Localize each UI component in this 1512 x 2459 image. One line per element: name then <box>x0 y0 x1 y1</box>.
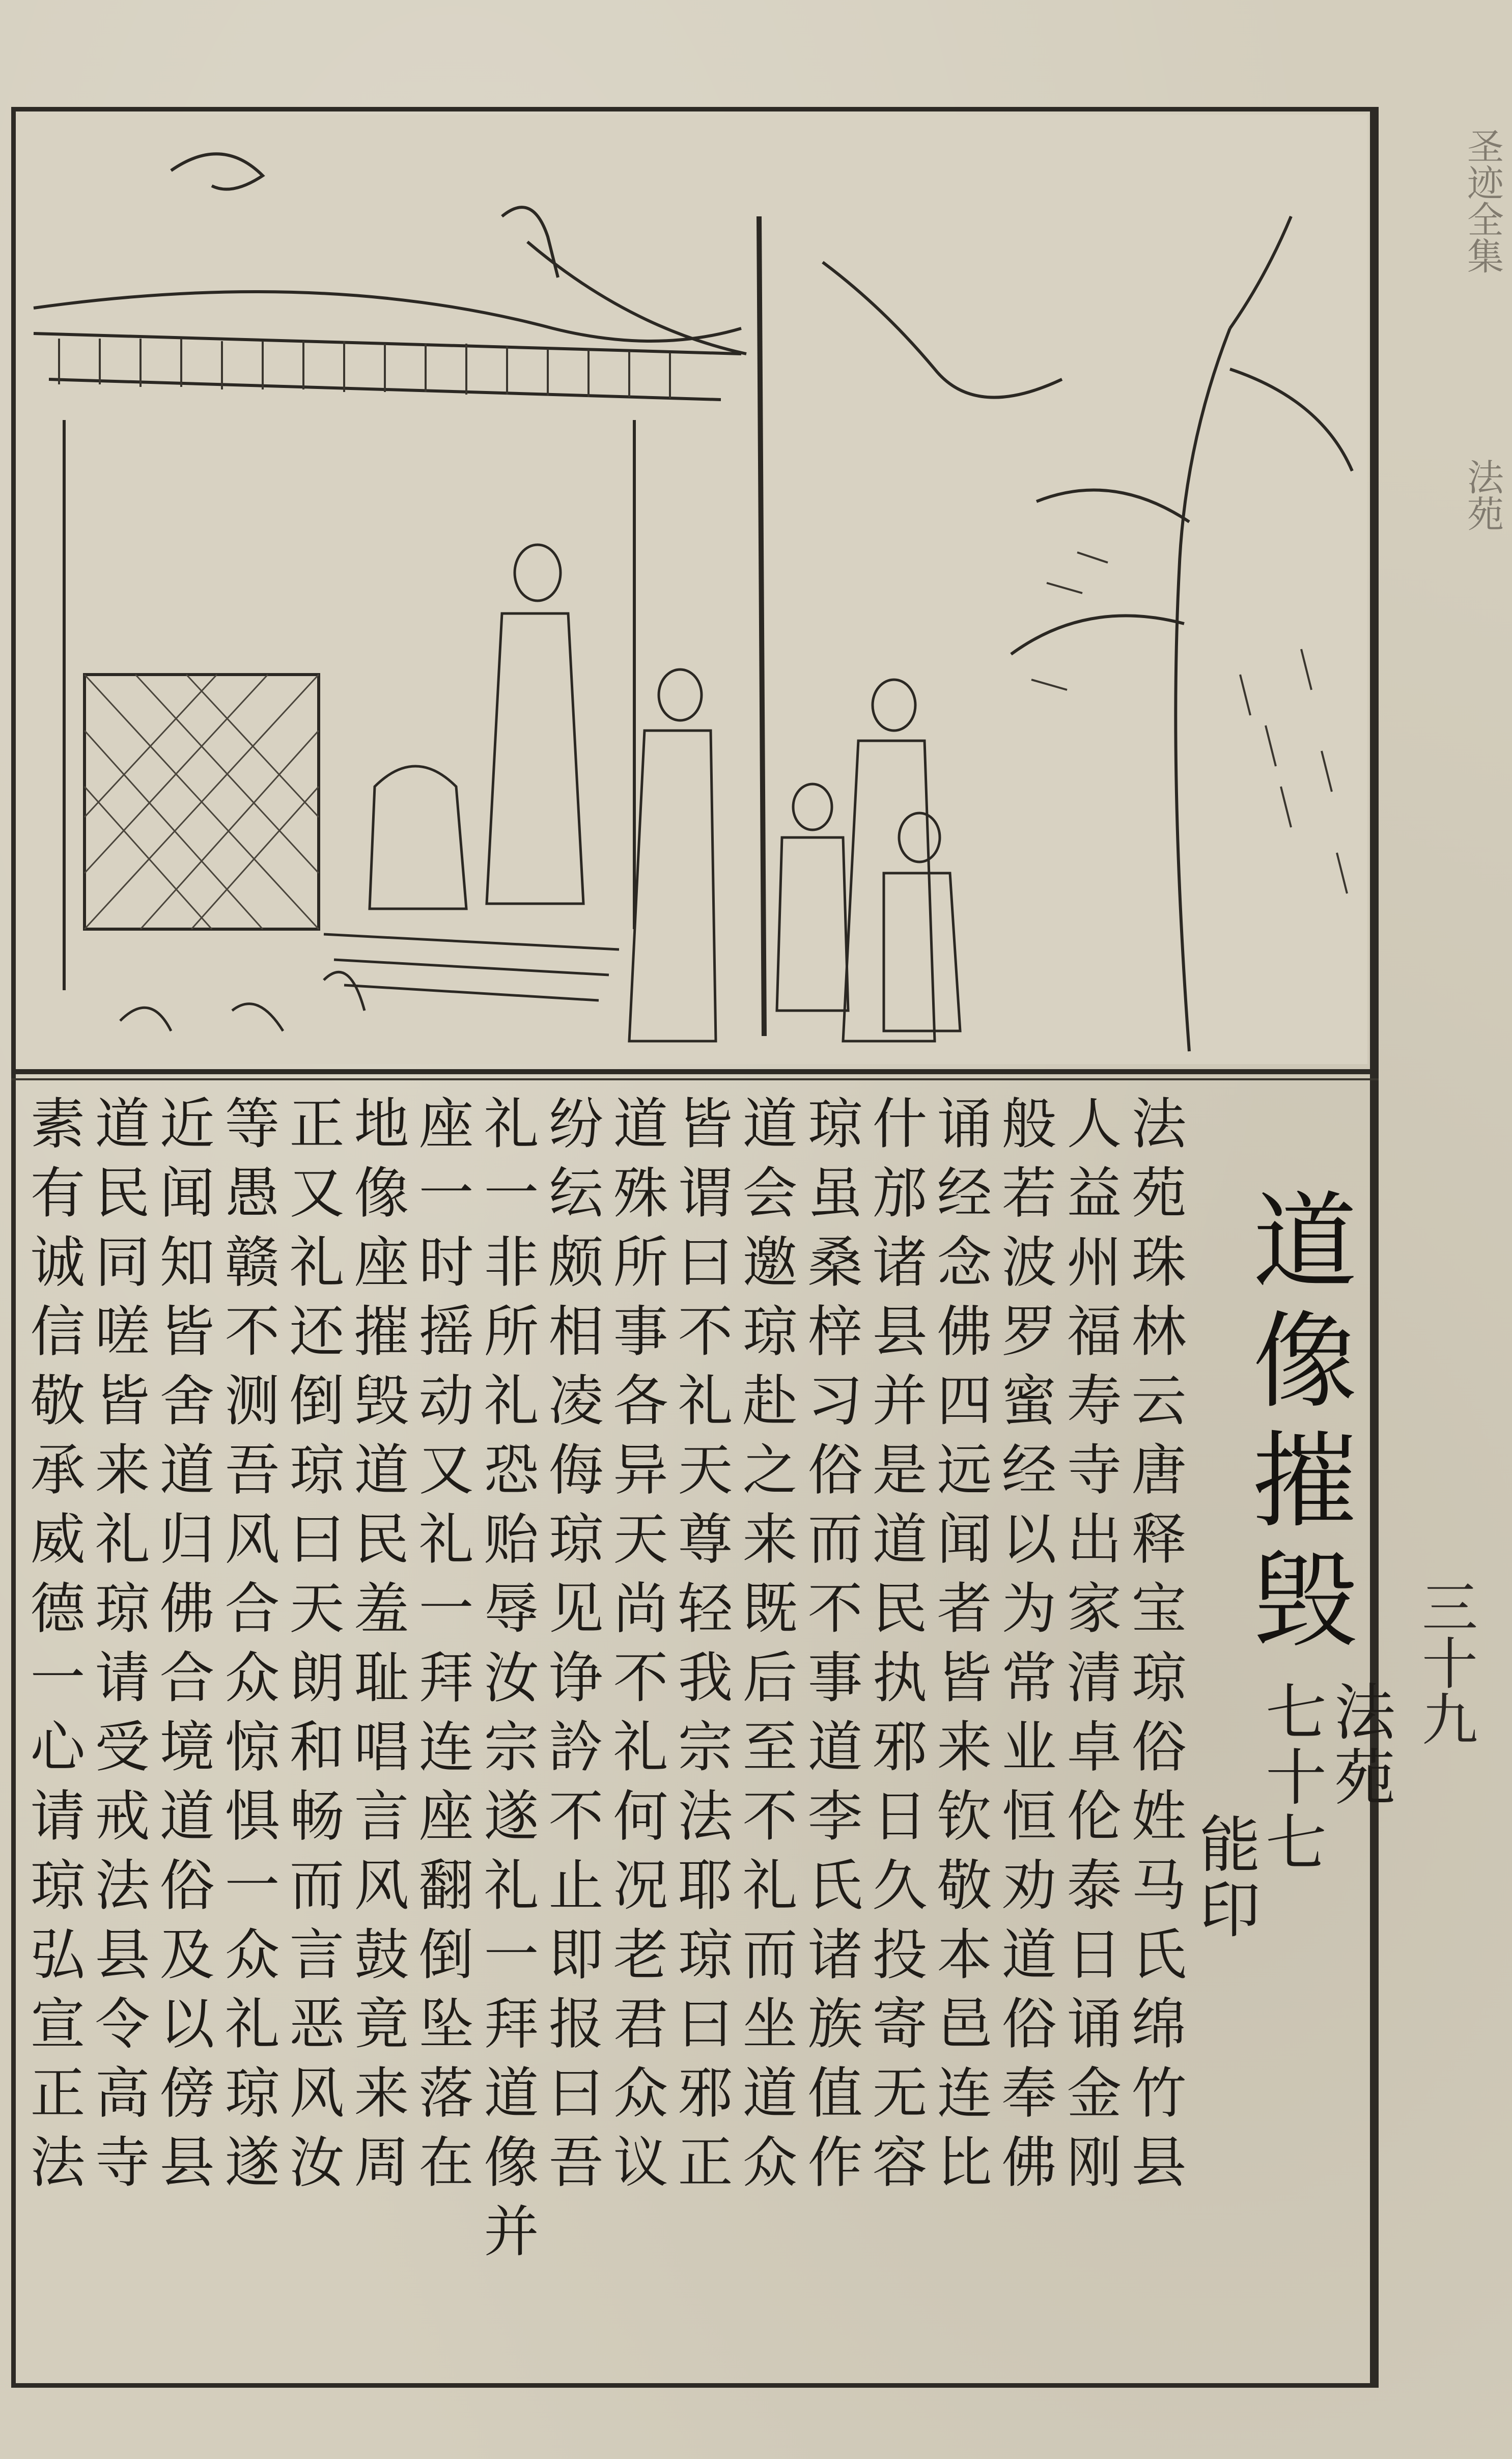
page-number: 三十九 <box>1413 1578 1478 1746</box>
section-divider <box>11 1069 1379 1074</box>
text-column-5: 什邡诸县并是道民执邪日久投寄无容 <box>863 1095 927 2202</box>
chapter-title: 道像摧毁 <box>1235 1186 1356 1665</box>
text-column-2: 人益州福寿寺出家清卓伦泰日诵金刚 <box>1057 1095 1121 2202</box>
temple-scene-icon <box>18 115 1367 1064</box>
text-column-6: 琼虽桑梓习俗而不事道李氏诸族值作 <box>798 1095 862 2202</box>
section-divider-inner <box>11 1078 1379 1080</box>
text-column-12: 座一时摇动又礼一拜连座翻倒坠落在 <box>409 1095 473 2202</box>
title-note: 能印 <box>1189 1812 1260 1943</box>
text-column-17: 道民同嗟皆来礼琼请受戒法县令高寺 <box>86 1095 149 2202</box>
text-column-18: 素有诚信敬承威德一心请琼弘宣正法 <box>21 1095 85 2202</box>
text-column-7: 道会邀琼赴之来既后至不礼而坐道众 <box>733 1095 797 2202</box>
text-column-11: 礼一非所礼恐贻辱汝宗遂礼一拜道像并 <box>474 1095 538 2272</box>
text-column-14: 正又礼还倒琼曰天朗和畅而言恶风汝 <box>280 1095 344 2202</box>
text-column-8: 皆谓曰不礼天尊轻我宗法耶琼曰邪正 <box>668 1095 732 2202</box>
text-column-15: 等愚赣不测吾风合众惊惧一众礼琼遂 <box>215 1095 279 2202</box>
text-column-10: 纷纭颇相凌侮琼见诤訡不止即报曰吾 <box>539 1095 603 2202</box>
text-column-9: 道殊所事各异天尚不礼何况老君众议 <box>604 1095 667 2202</box>
text-column-13: 地像座摧毁道民羞耻唱言风鼓竟来周 <box>345 1095 408 2202</box>
text-column-16: 近闻知皆舍道归佛合境道俗及以傍县 <box>150 1095 214 2202</box>
chapter-source-tag: 法苑 <box>1324 1680 1395 1810</box>
page-frame-right-edge <box>1375 107 1379 2388</box>
text-column-4: 诵经念佛四远闻者皆来钦敬本邑连比 <box>928 1095 991 2202</box>
margin-note-2: 法苑 <box>1461 458 1504 532</box>
margin-note-1: 圣迹全集 <box>1461 127 1504 274</box>
chapter-number: 七十七 <box>1255 1680 1326 1876</box>
woodblock-illustration <box>18 115 1367 1064</box>
text-column-3: 般若波罗蜜经以为常业恒劝道俗奉佛 <box>992 1095 1056 2202</box>
text-column-1: 法苑珠林云唐释宝琼俗姓马氏绵竹县 <box>1122 1095 1186 2202</box>
